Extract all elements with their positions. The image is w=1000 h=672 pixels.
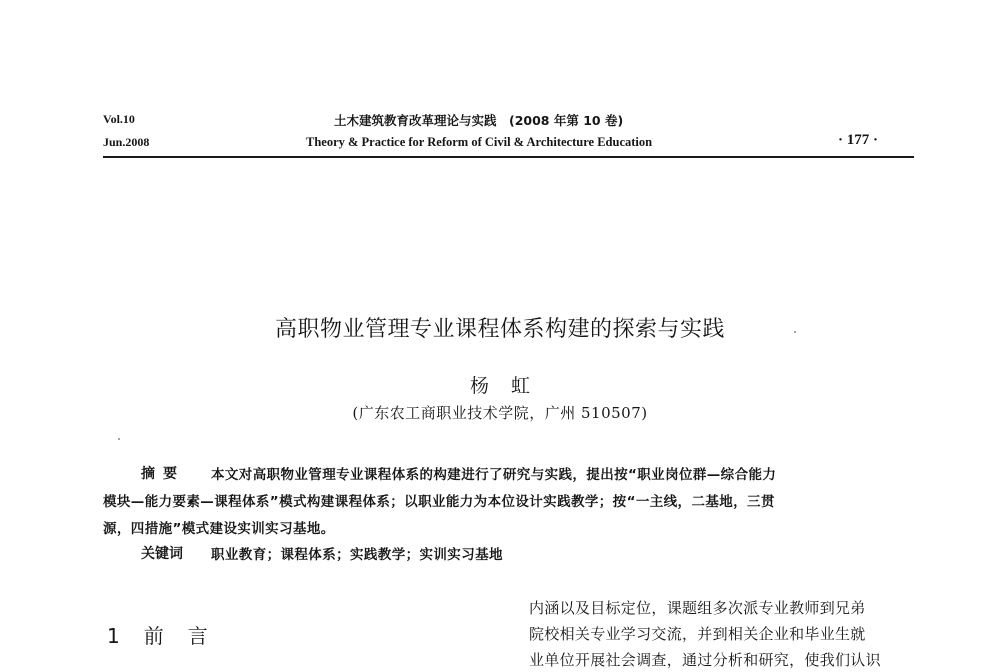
issue-date: Jun.2008 [103,135,150,149]
abstract-line-2: 模块—能力要素—课程体系”模式构建课程体系；以职业能力为本位设计实践教学；按“一主线，二基地，三贯 [103,494,775,510]
keywords-text: 职业教育；课程体系；实践教学；实训实习基地 [211,547,503,563]
body-line-3: 业单位开展社会调查，通过分析和研究，使我们认识 [529,651,881,669]
header-rule [103,156,914,158]
keywords-label: 关键词 [141,546,183,562]
journal-title-cn: 土木建筑教育改革理论与实践 (2008 年第 10 卷) [334,113,624,128]
page-number: · 177 · [838,132,879,148]
abstract-line-1: 本文对高职物业管理专业课程体系的构建进行了研究与实践，提出按“职业岗位群—综合能力 [211,467,777,483]
section-heading: 1 前 言 [107,624,210,648]
body-line-1: 内涵以及目标定位，课题组多次派专业教师到兄弟 [529,599,866,617]
volume-label: Vol.10 [103,112,135,126]
journal-title-en: Theory & Practice for Reform of Civil & Architecture Education [306,135,653,149]
author-name: 杨虹 [469,375,552,397]
abstract-line-3: 源，四措施”模式建设实训实习基地。 [103,521,335,537]
article-title: 高职物业管理专业课程体系构建的探索与实践 [274,317,725,342]
abstract-label: 摘要 [141,466,185,482]
body-line-2: 院校相关专业学习交流，并到相关企业和毕业生就 [529,625,866,643]
scan-speck [794,331,796,333]
scan-speck [118,438,120,440]
author-affiliation: (广东农工商职业技术学院，广州 510507) [352,404,648,422]
